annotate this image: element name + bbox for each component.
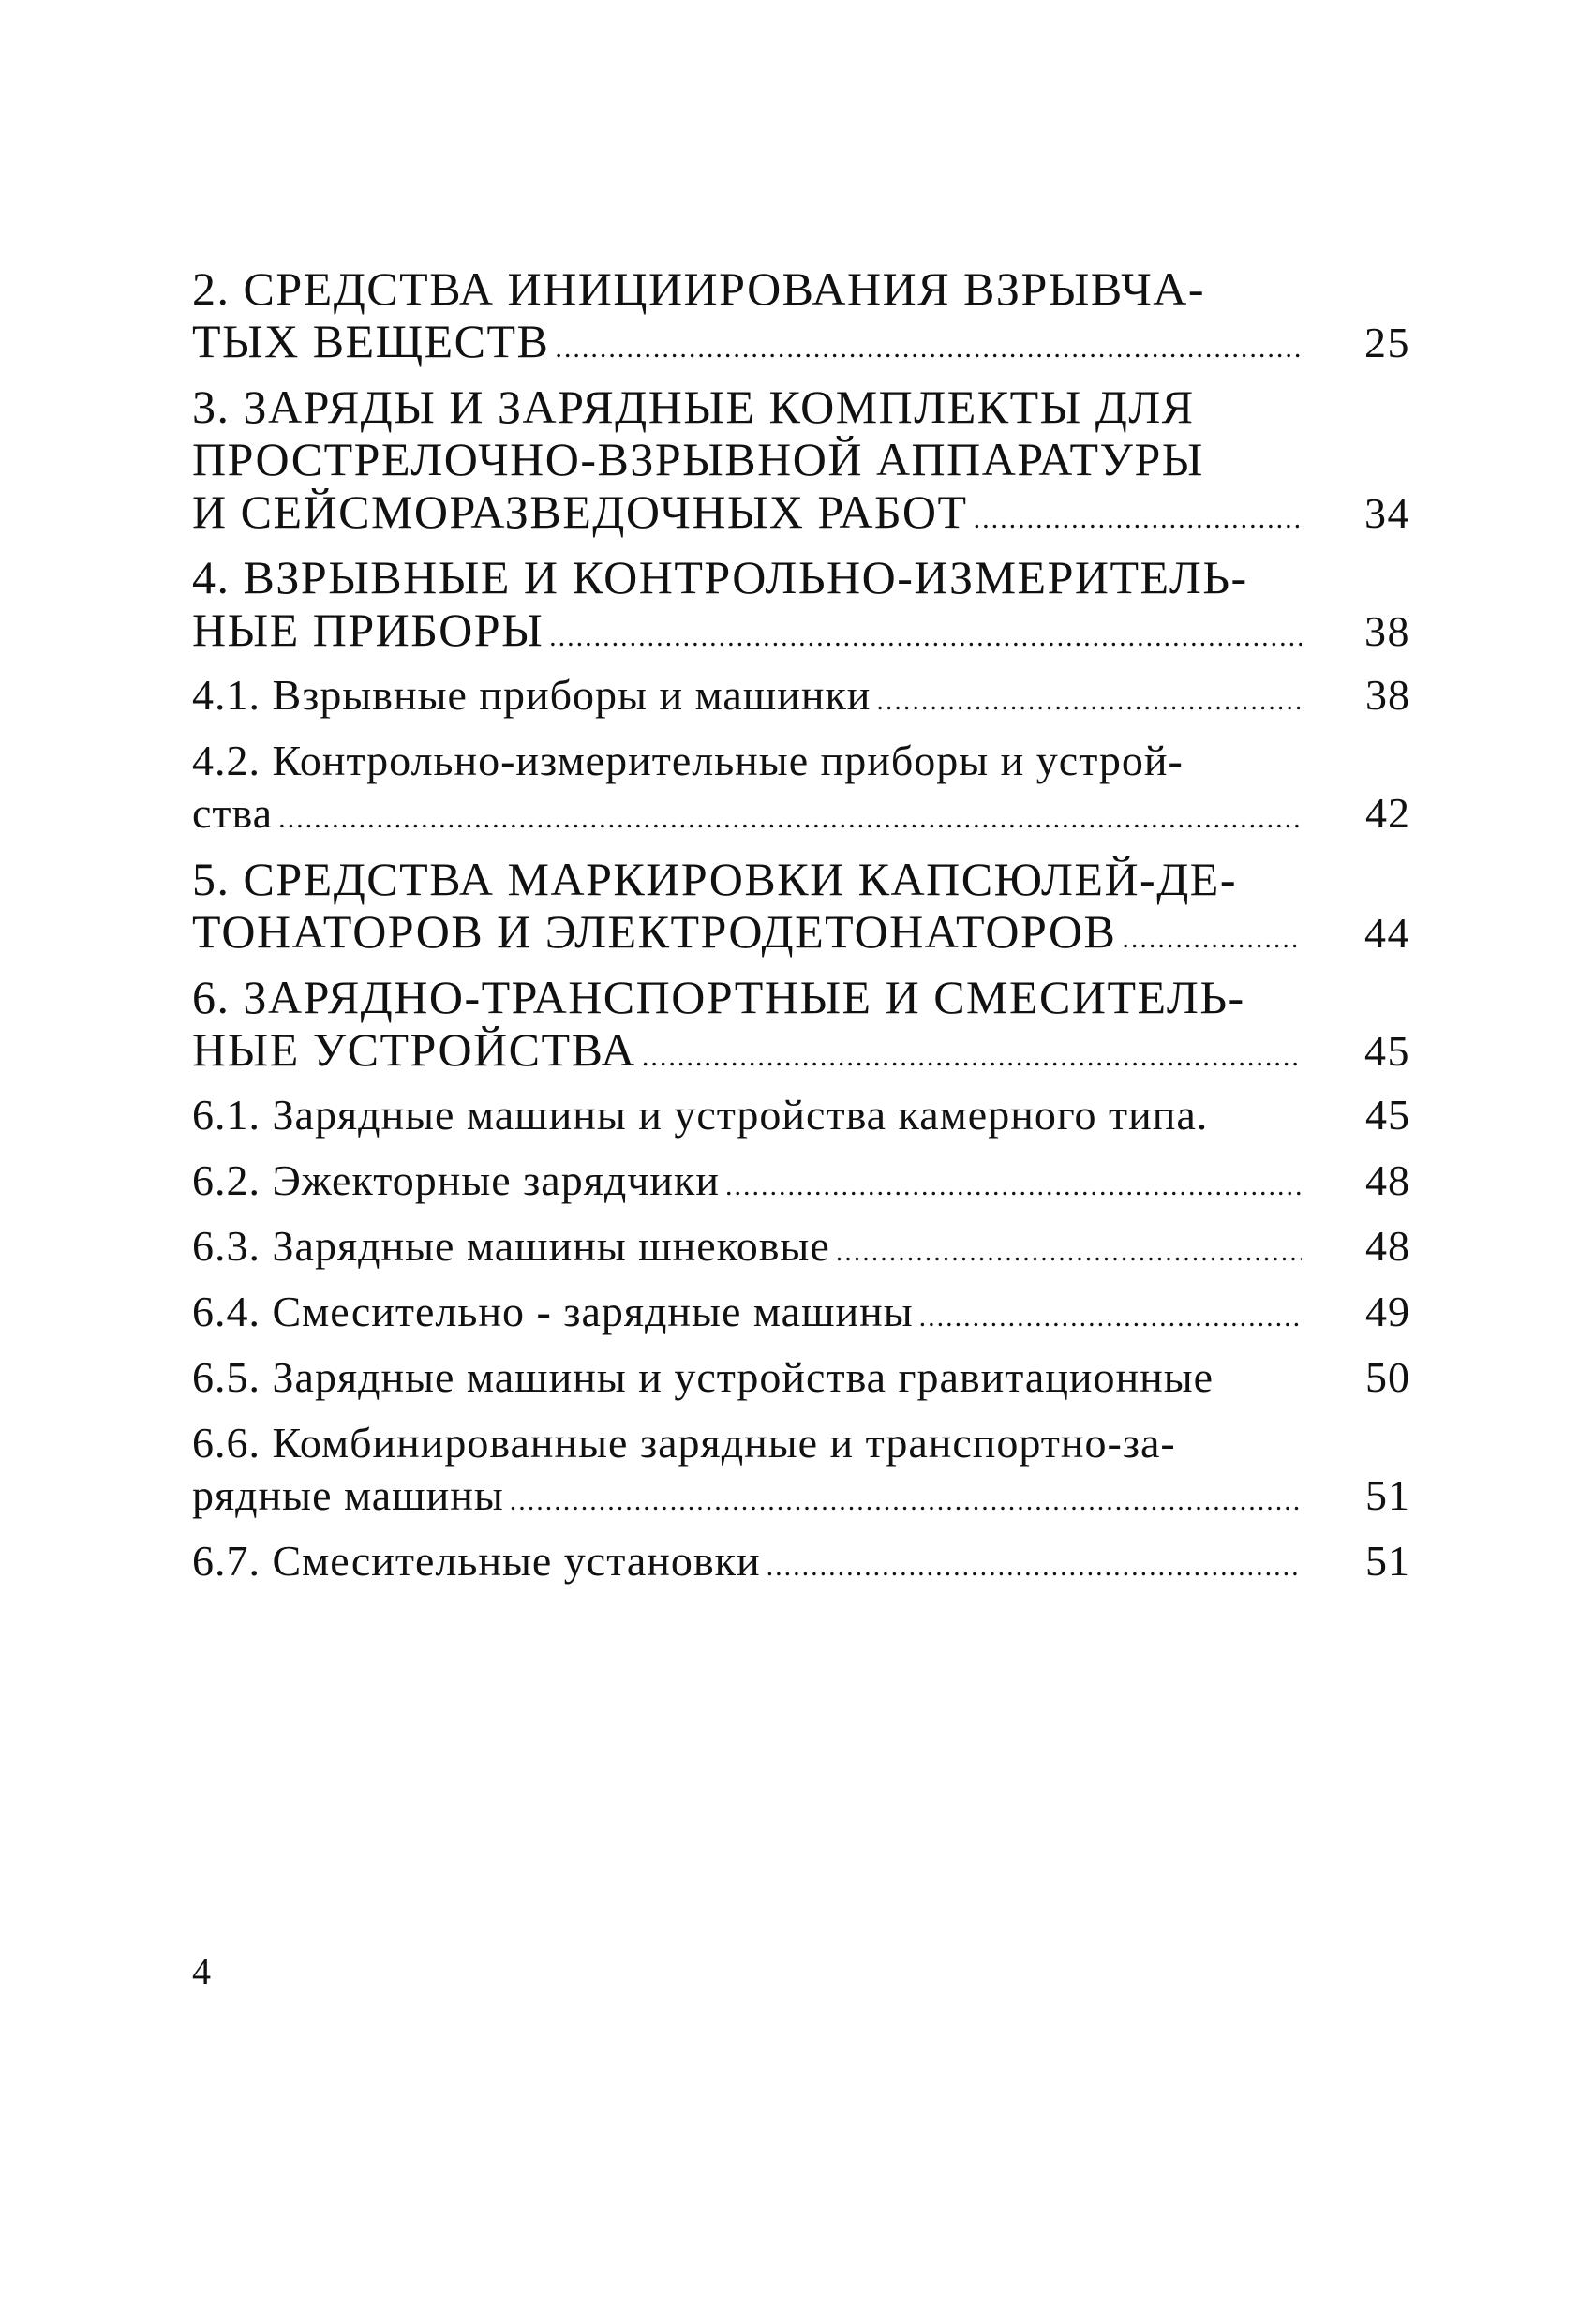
toc-entry <box>192 735 1410 840</box>
toc-entry <box>192 853 1410 958</box>
dot-leader <box>642 1028 1302 1080</box>
toc-entry-line <box>192 603 1410 656</box>
toc-entry-title: 6.5. Зарядные машины и устройства гравитационные <box>192 1353 1214 1401</box>
toc-entry <box>192 380 1410 538</box>
toc-page-number: 50 <box>1365 1353 1410 1401</box>
toc-entry <box>192 1286 1410 1338</box>
dot-leader <box>549 608 1302 661</box>
toc-page-number: 38 <box>1364 607 1410 655</box>
toc-entry-line: 6.6. Комбинированные зарядные и транспортно-за- <box>192 1419 1176 1467</box>
toc-entry <box>192 1535 1410 1587</box>
toc-entry <box>192 551 1410 656</box>
toc-entry-line: 5. СРЕДСТВА МАРКИРОВКИ КАПСЮЛЕЙ-ДЕ- <box>192 853 1237 905</box>
dot-leader <box>974 490 1302 543</box>
toc-entry-title: ТЫХ ВЕЩЕСТВ <box>192 315 550 367</box>
toc-entry-title: И СЕЙСМОРАЗВЕДОЧНЫХ РАБОТ <box>192 485 968 538</box>
toc-entry-line <box>192 905 1410 958</box>
dot-leader <box>555 320 1302 372</box>
dot-leader <box>876 672 1302 724</box>
toc-page-number: 51 <box>1365 1537 1410 1585</box>
dot-leader <box>919 1289 1302 1341</box>
toc-entry <box>192 1417 1410 1522</box>
toc-entry-title: 4.1. Взрывные приборы и машинки <box>192 671 871 719</box>
toc-entry-line <box>192 1023 1410 1076</box>
toc-entry <box>192 669 1410 722</box>
toc-entry-line: 4.2. Контрольно-измерительные приборы и устрой- <box>192 737 1184 784</box>
toc-entry <box>192 1155 1410 1207</box>
toc-entry <box>192 1089 1410 1141</box>
toc-entry-line <box>192 1155 1410 1207</box>
toc-entry-title: рядные машины <box>192 1471 504 1519</box>
dot-leader <box>1122 910 1302 962</box>
toc-entry-title: ТОНАТОРОВ И ЭЛЕКТРОДЕТОНАТОРОВ <box>192 905 1117 958</box>
toc-entry <box>192 1220 1410 1273</box>
dot-leader <box>510 1472 1302 1525</box>
toc-entry-line: 4. ВЗРЫВНЫЕ И КОНТРОЛЬНО-ИЗМЕРИТЕЛЬ- <box>192 551 1248 603</box>
toc-entry-line <box>192 787 1410 840</box>
toc-page-number: 48 <box>1365 1222 1410 1270</box>
toc-entry-line <box>192 1286 1410 1338</box>
toc-entry-line <box>192 1351 1410 1404</box>
toc-entry-line <box>192 1220 1410 1273</box>
toc-entry-line <box>192 1535 1410 1587</box>
toc-entry-line: 6. ЗАРЯДНО-ТРАНСПОРТНЫЕ И СМЕСИТЕЛЬ- <box>192 971 1245 1023</box>
toc-page-number: 42 <box>1365 789 1410 837</box>
page-number: 4 <box>192 1950 211 1992</box>
toc-page-number: 38 <box>1365 671 1410 719</box>
toc-entry-line <box>192 669 1410 722</box>
toc-entry-line: 2. СРЕДСТВА ИНИЦИИРОВАНИЯ ВЗРЫВЧА- <box>192 262 1205 315</box>
toc-entry-line: 3. ЗАРЯДЫ И ЗАРЯДНЫЕ КОМПЛЕКТЫ ДЛЯ <box>192 380 1195 433</box>
dot-leader <box>767 1538 1302 1590</box>
toc-entry-line <box>192 1089 1410 1141</box>
toc-entry-line <box>192 1469 1410 1522</box>
toc-entry-title: НЫЕ УСТРОЙСТВА <box>192 1023 636 1076</box>
toc-page-number: 49 <box>1365 1288 1410 1335</box>
toc-entry-line <box>192 315 1410 367</box>
toc-page-number: 25 <box>1364 319 1410 366</box>
toc-page-number: 34 <box>1364 489 1410 537</box>
table-of-contents <box>192 262 1410 1601</box>
dot-leader <box>725 1157 1302 1210</box>
toc-page-number: 48 <box>1365 1156 1410 1204</box>
toc-entry-title: 6.4. Смесительно - зарядные машины <box>192 1288 914 1335</box>
dot-leader <box>836 1223 1302 1275</box>
toc-entry-title: 6.3. Зарядные машины шнековые <box>192 1222 830 1270</box>
toc-entry-title: 6.1. Зарядные машины и устройства камерного типа. <box>192 1091 1209 1139</box>
toc-entry-title: ства <box>192 789 274 837</box>
toc-entry-title: НЫЕ ПРИБОРЫ <box>192 603 544 656</box>
toc-page-number: 45 <box>1365 1091 1410 1139</box>
toc-entry-line: ПРОСТРЕЛОЧНО-ВЗРЫВНОЙ АППАРАТУРЫ <box>192 433 1204 485</box>
dot-leader <box>278 790 1302 842</box>
toc-entry-line <box>192 485 1410 538</box>
toc-entry <box>192 971 1410 1076</box>
toc-entry <box>192 1351 1410 1404</box>
toc-page-number: 45 <box>1364 1027 1410 1075</box>
toc-entry <box>192 262 1410 367</box>
toc-entry-title: 6.2. Эжекторные зарядчики <box>192 1156 721 1204</box>
toc-entry-title: 6.7. Смесительные установки <box>192 1537 761 1585</box>
toc-page-number: 44 <box>1364 909 1410 957</box>
toc-page-number: 51 <box>1365 1471 1410 1519</box>
